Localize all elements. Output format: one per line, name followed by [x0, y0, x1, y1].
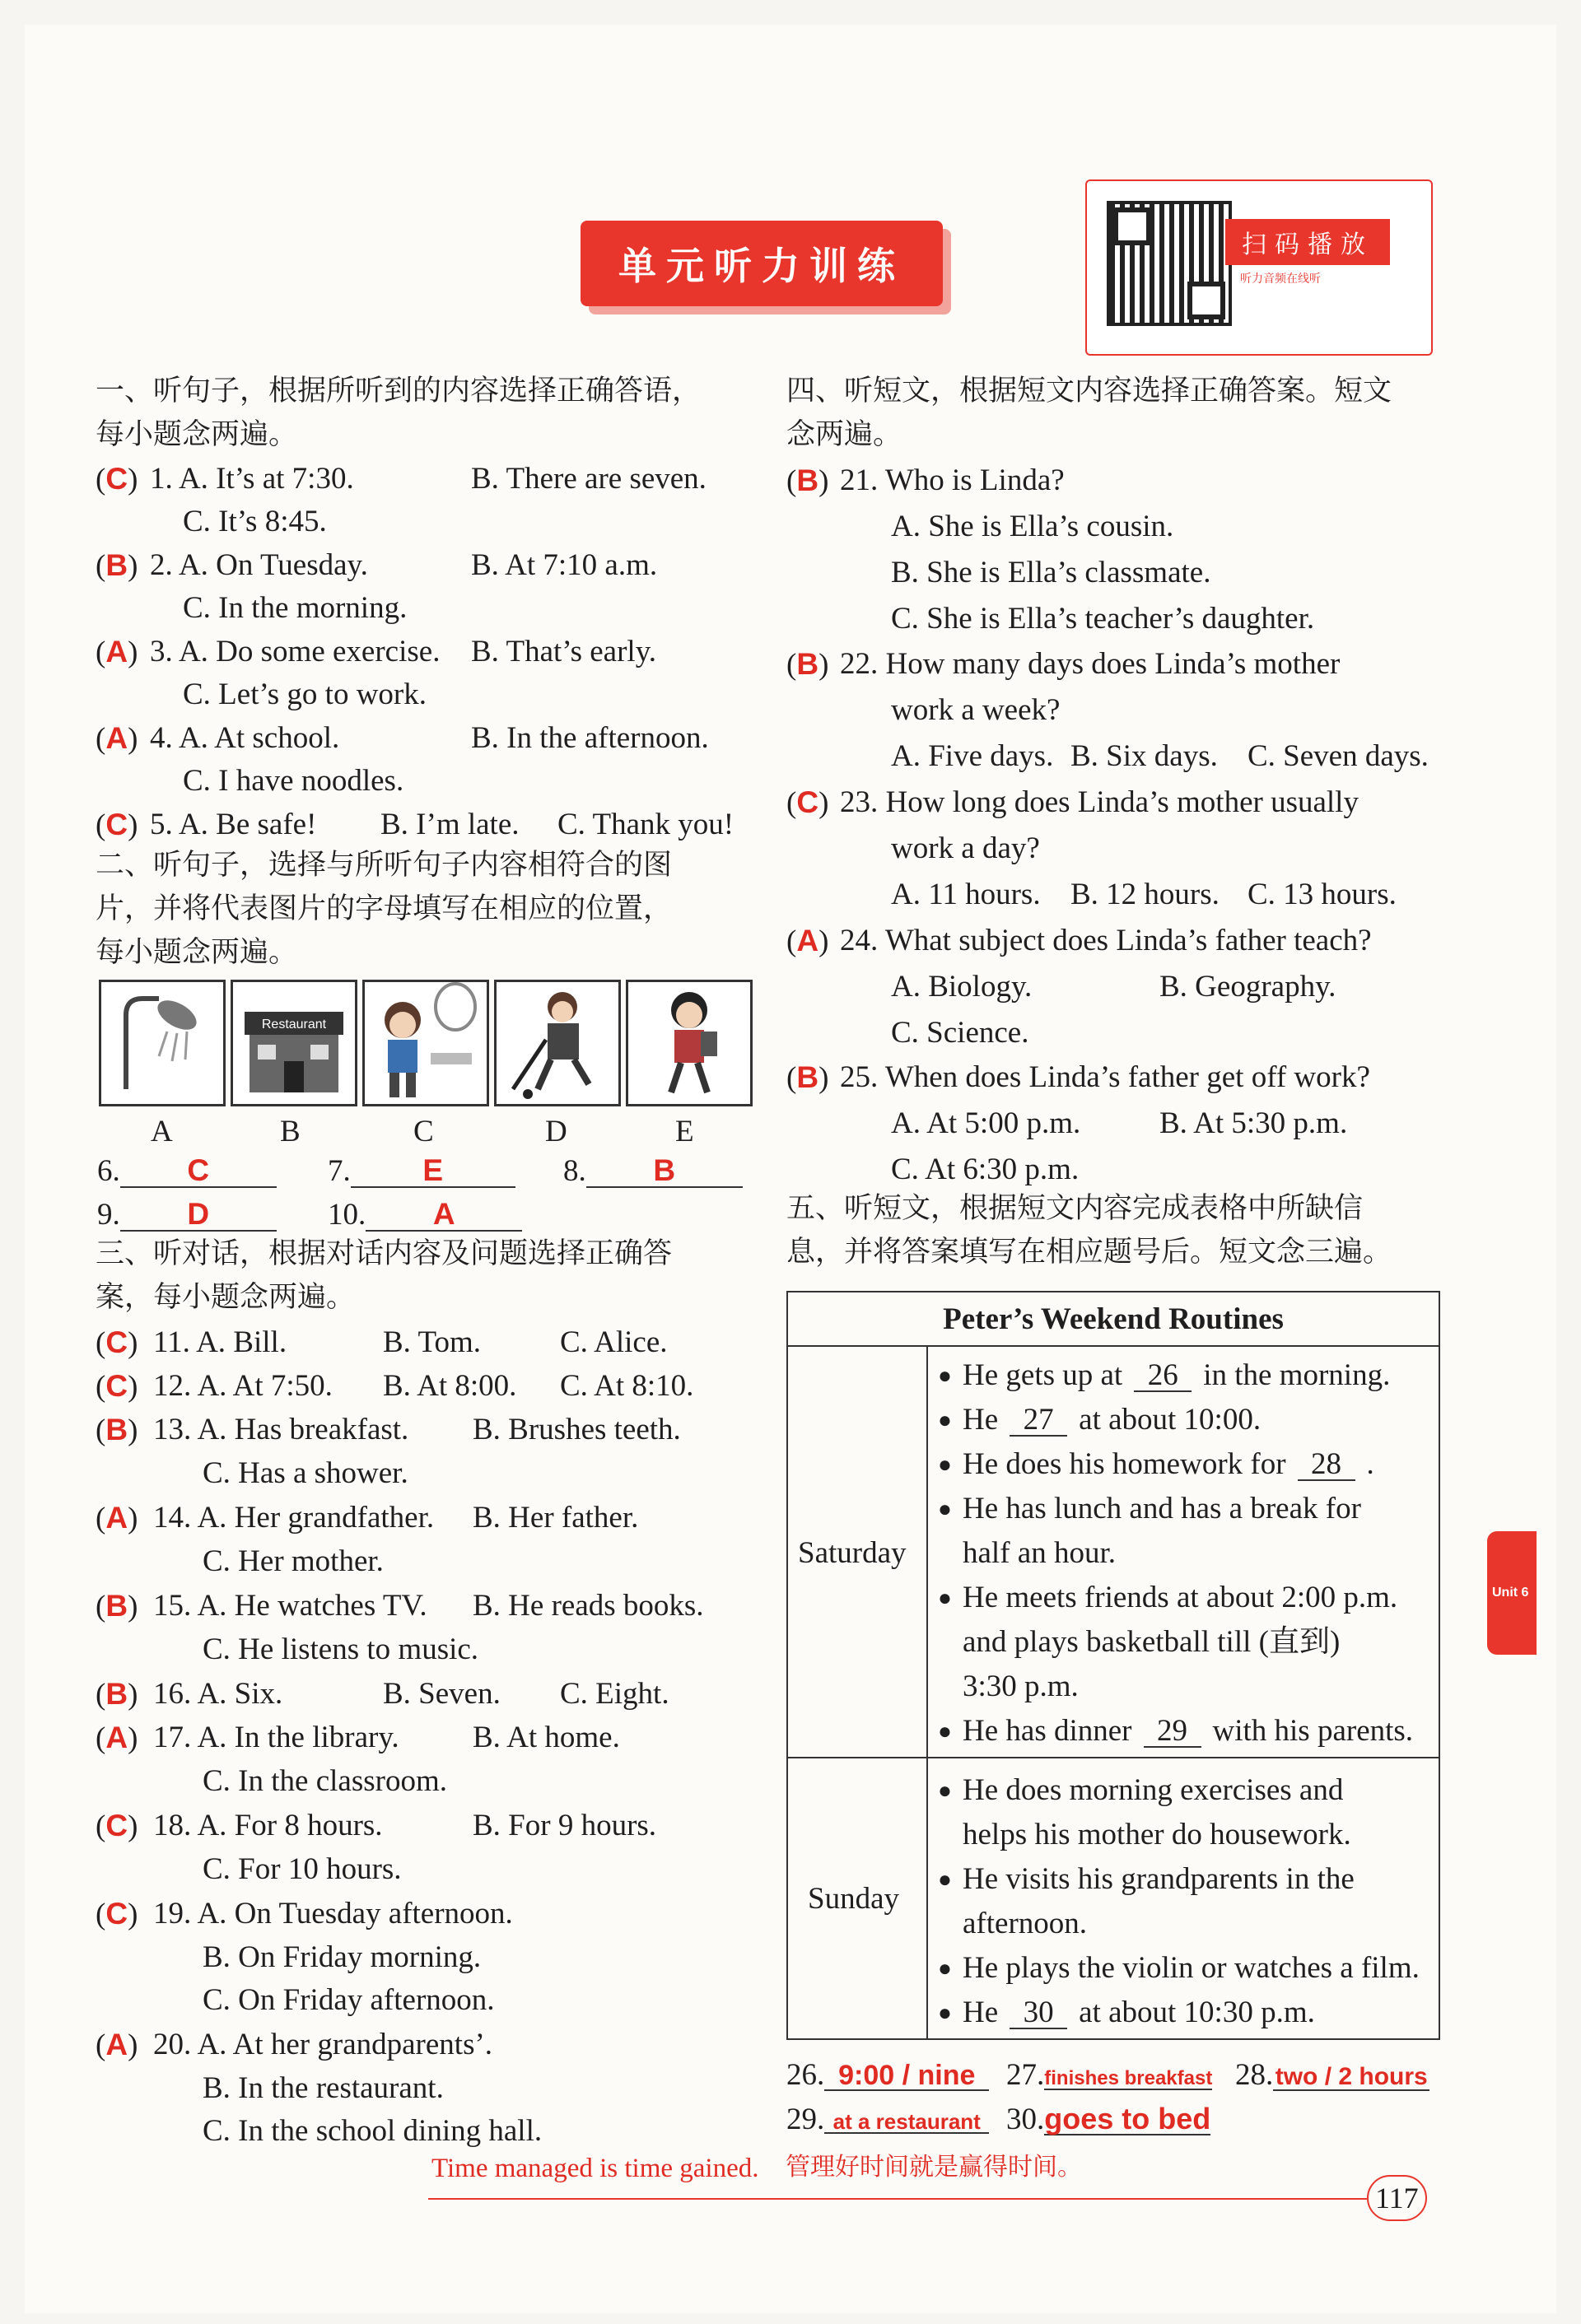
answer-box-3-letter: A — [105, 635, 128, 668]
sat_lines-blank-1[interactable]: 27 — [1010, 1404, 1067, 1437]
answer-box-22-letter: B — [796, 647, 819, 681]
sat_lines-line-4: half an hour. — [963, 1536, 1116, 1570]
q13-line-2: C. Has a shower. — [203, 1456, 408, 1490]
saturday-label: Saturday — [798, 1536, 907, 1570]
q24-option-c: C. Science. — [891, 1016, 1029, 1050]
section4-heading: 四、听短文，根据短文内容选择正确答案。短文 — [786, 375, 1392, 408]
section1-heading: 一、听句子，根据所听到的内容选择正确答语， — [96, 375, 702, 408]
q21-option-a: A. She is Ella’s cousin. — [891, 510, 1174, 543]
answer-box-3[interactable]: (A) — [96, 635, 138, 669]
q21-option-b: B. She is Ella’s classmate. — [891, 556, 1211, 589]
answer-box-14-letter: A — [105, 1501, 128, 1535]
answer-29[interactable]: 29. at a restaurant — [786, 2104, 989, 2135]
sat_lines-line-1 — [963, 1404, 1261, 1437]
q5-option-b: B. I’m late. — [380, 808, 520, 841]
answer-box-5-letter: C — [105, 808, 128, 841]
answer-30[interactable]: 30.goes to bed — [1006, 2102, 1211, 2136]
answer-box-18[interactable]: (C) — [96, 1809, 138, 1843]
answer-box-1[interactable]: (C) — [96, 462, 138, 496]
blank-10[interactable]: 10. A — [328, 1199, 522, 1232]
answer-box-1-letter: C — [105, 462, 128, 496]
q3-option-a: 3. A. Do some exercise. — [150, 635, 441, 668]
q19-line-3: C. On Friday afternoon. — [203, 1983, 495, 2017]
q11-option-c: C. Alice. — [560, 1325, 668, 1359]
section1-heading-2: 每小题念两遍。 — [96, 418, 298, 451]
q13-line-1: 13. A. Has breakfast. — [153, 1413, 409, 1446]
answer-box-19-letter: C — [105, 1897, 128, 1930]
footer-quote-en: Time managed is time gained. — [431, 2154, 759, 2183]
q1-option-b: B. There are seven. — [471, 462, 707, 496]
q16-option-b: B. Seven. — [383, 1677, 501, 1711]
answer-box-12-letter: C — [105, 1369, 128, 1403]
page-number: 117 — [1367, 2175, 1427, 2221]
picture-label-c: C — [413, 1115, 434, 1148]
answer-box-23-letter: C — [796, 785, 819, 819]
answer-box-15-letter: B — [105, 1589, 128, 1623]
answer-box-25[interactable]: (B) — [786, 1060, 829, 1095]
q15-line-1: 15. A. He watches TV. — [153, 1589, 427, 1623]
unit-tab: Unit 6 — [1487, 1531, 1537, 1655]
answer-28[interactable]: 28.two / 2 hours — [1235, 2060, 1429, 2091]
sunday-label: Sunday — [808, 1882, 899, 1916]
answer-box-4-letter: A — [105, 721, 128, 755]
q2-option-c: C. In the morning. — [183, 591, 408, 625]
picture-label-d: D — [545, 1115, 567, 1148]
q22-question-2: work a week? — [891, 693, 1061, 727]
q14-line-1: 14. A. Her grandfather. — [153, 1501, 435, 1535]
answer-box-5[interactable]: (C) — [96, 808, 138, 842]
answer-box-16-letter: B — [105, 1677, 128, 1711]
answer-box-20[interactable]: (A) — [96, 2028, 138, 2062]
qr-code-icon[interactable] — [1107, 201, 1232, 326]
answer-box-2-letter: B — [105, 548, 128, 582]
sun_lines-bullet-0: ● — [938, 1778, 952, 1804]
schoolboy-icon — [626, 980, 753, 1106]
q5-option-c: C. Thank you! — [557, 808, 735, 841]
q25-option-b: B. At 5:30 p.m. — [1159, 1106, 1348, 1140]
q14-option-b: B. Her father. — [473, 1501, 639, 1535]
section2-heading-3: 每小题念两遍。 — [96, 936, 298, 969]
q20-line-2: B. In the restaurant. — [203, 2071, 444, 2105]
section3-heading-2: 案，每小题念两遍。 — [96, 1281, 356, 1314]
answer-box-16[interactable]: (B) — [96, 1677, 138, 1712]
q24-option-b: B. Geography. — [1159, 970, 1336, 1004]
q17-line-1: 17. A. In the library. — [153, 1721, 399, 1754]
q11-line-1: 11. A. Bill. — [153, 1325, 287, 1359]
q25-option-c: C. At 6:30 p.m. — [891, 1153, 1080, 1186]
answer-box-17[interactable]: (A) — [96, 1721, 138, 1755]
q15-line-2: C. He listens to music. — [203, 1632, 479, 1666]
section5-heading-2: 息，并将答案填写在相应题号后。短文念三遍。 — [786, 1236, 1392, 1269]
q3-option-b: B. That’s early. — [471, 635, 657, 668]
answer-box-4[interactable]: (A) — [96, 721, 138, 756]
sat_lines-bullet-1: ● — [938, 1408, 952, 1433]
svg-text:Restaurant: Restaurant — [261, 1018, 327, 1032]
sat_lines-blank-0[interactable]: 26 — [1134, 1360, 1192, 1392]
sun_lines-bullet-4: ● — [938, 1956, 952, 1982]
sat_lines-line-8 — [963, 1716, 1413, 1748]
answer-box-19[interactable]: (C) — [96, 1897, 138, 1931]
sat_lines-line-0 — [963, 1360, 1390, 1392]
q16-line-1: 16. A. Six. — [153, 1677, 283, 1711]
answer-box-21-letter: B — [796, 463, 819, 497]
qr-sub-label: 听力音频在线听 — [1240, 272, 1321, 286]
sat_lines-blank-8[interactable]: 29 — [1144, 1716, 1201, 1748]
sun_lines-line-0: He does morning exercises and — [963, 1773, 1344, 1807]
sat_lines-line-0-pre: He gets up at — [963, 1358, 1123, 1392]
q4-option-c: C. I have noodles. — [183, 764, 404, 798]
q16-option-c: C. Eight. — [560, 1677, 669, 1711]
sat_lines-line-1-post: at about 10:00. — [1079, 1403, 1262, 1437]
q18-option-b: B. For 9 hours. — [473, 1809, 657, 1842]
banner-title: 单元听力训练 — [618, 244, 905, 288]
sat_lines-line-2 — [963, 1449, 1374, 1481]
sat_lines-line-8-pre: He has dinner — [963, 1714, 1132, 1748]
sat_lines-line-2-pre: He does his homework for — [963, 1447, 1286, 1481]
sun_lines-line-5-post: at about 10:30 p.m. — [1079, 1996, 1315, 2029]
answer-box-25-letter: B — [796, 1060, 819, 1094]
answer-box-14[interactable]: (A) — [96, 1501, 138, 1535]
answer-box-24-letter: A — [796, 924, 819, 957]
q20-line-1: 20. A. At her grandparents’. — [153, 2028, 493, 2061]
section2-heading-2: 片，并将代表图片的字母填写在相应的位置， — [96, 892, 673, 925]
qr-code-panel[interactable] — [1085, 179, 1433, 356]
answer-box-11[interactable]: (C) — [96, 1325, 138, 1360]
answer-box-11-letter: C — [105, 1325, 128, 1359]
q1-option-c: C. It’s 8:45. — [183, 505, 327, 538]
sat_lines-blank-2[interactable]: 28 — [1298, 1449, 1355, 1481]
blank-6[interactable]: 6. C — [97, 1155, 277, 1188]
picture-label-a: A — [151, 1115, 173, 1148]
sat_lines-line-6: and plays basketball till (直到) — [963, 1625, 1341, 1659]
q4-option-b: B. In the afternoon. — [471, 721, 709, 755]
sat_lines-line-8-post: with his parents. — [1212, 1714, 1414, 1748]
sun_lines-bullet-5: ● — [938, 2000, 952, 2026]
section3-heading: 三、听对话，根据对话内容及问题选择正确答 — [96, 1237, 673, 1270]
q19-line-2: B. On Friday morning. — [203, 1940, 482, 1974]
q2-option-a: 2. A. On Tuesday. — [150, 548, 368, 582]
sat_lines-line-2-post: . — [1366, 1447, 1374, 1481]
footer-divider — [428, 2198, 1367, 2200]
answer-box-13-letter: B — [105, 1413, 128, 1446]
restaurant-icon — [231, 980, 357, 1106]
sat_lines-line-1-pre: He — [963, 1403, 999, 1437]
brushing-teeth-icon — [362, 980, 489, 1106]
q21-question: 21. Who is Linda? — [840, 463, 1065, 497]
section4-heading-2: 念两遍。 — [786, 418, 902, 451]
blank-9[interactable]: 9. D — [97, 1199, 277, 1232]
q4-option-a: 4. A. At school. — [150, 721, 340, 755]
q15-option-b: B. He reads books. — [473, 1589, 704, 1623]
answer-box-20-letter: A — [105, 2028, 128, 2061]
answer-box-12[interactable]: (C) — [96, 1369, 138, 1404]
q24-question: 24. What subject does Linda’s father teach? — [840, 924, 1372, 957]
q3-option-c: C. Let’s go to work. — [183, 678, 427, 711]
q22-option-c: C. Seven days. — [1248, 739, 1429, 773]
sun_lines-line-5-pre: He — [963, 1996, 999, 2029]
q2-option-b: B. At 7:10 a.m. — [471, 548, 658, 582]
picture-label-b: B — [280, 1115, 301, 1148]
shower-icon — [99, 980, 226, 1106]
blank-8[interactable]: 8. B — [563, 1155, 743, 1188]
answer-box-13[interactable]: (B) — [96, 1413, 138, 1447]
sun_lines-blank-5[interactable]: 30 — [1010, 1997, 1067, 2029]
answer-box-23[interactable]: (C) — [786, 785, 829, 820]
q22-question: 22. How many days does Linda’s mother — [840, 647, 1341, 681]
q25-question: 25. When does Linda’s father get off work? — [840, 1060, 1370, 1094]
sat_lines-bullet-0: ● — [938, 1363, 952, 1389]
q12-option-c: C. At 8:10. — [560, 1369, 694, 1403]
q25-option-a: A. At 5:00 p.m. — [891, 1106, 1081, 1140]
sun_lines-line-3: afternoon. — [963, 1907, 1088, 1940]
sun_lines-line-5 — [963, 1997, 1315, 2029]
sat_lines-line-5: He meets friends at about 2:00 p.m. — [963, 1581, 1398, 1614]
sun_lines-bullet-2: ● — [938, 1867, 952, 1893]
q18-line-2: C. For 10 hours. — [203, 1852, 402, 1886]
q13-option-b: B. Brushes teeth. — [473, 1413, 681, 1446]
footer-quote-cn: 管理好时间就是赢得时间。 — [786, 2153, 1082, 2182]
answer-box-24[interactable]: (A) — [786, 924, 829, 958]
section-banner — [581, 221, 943, 306]
q17-line-2: C. In the classroom. — [203, 1764, 447, 1798]
q22-option-b: B. Six days. — [1070, 739, 1218, 773]
q24-option-a: A. Biology. — [891, 970, 1033, 1004]
q12-line-1: 12. A. At 7:50. — [153, 1369, 333, 1403]
table-title: Peter’s Weekend Routines — [943, 1302, 1284, 1336]
sun_lines-line-4: He plays the violin or watches a film. — [963, 1951, 1420, 1985]
q14-line-2: C. Her mother. — [203, 1544, 384, 1578]
sat_lines-bullet-5: ● — [938, 1586, 952, 1611]
scan-to-play-label[interactable]: 扫码播放 — [1225, 219, 1390, 265]
sat_lines-line-7: 3:30 p.m. — [963, 1670, 1079, 1703]
sat_lines-bullet-8: ● — [938, 1719, 952, 1744]
blank-7[interactable]: 7. E — [328, 1155, 515, 1188]
answer-27[interactable]: 27.finishes breakfast — [1006, 2058, 1213, 2092]
q22-option-a: A. Five days. — [891, 739, 1054, 773]
q17-option-b: B. At home. — [473, 1721, 620, 1754]
q23-question-2: work a day? — [891, 831, 1040, 865]
answer-box-15[interactable]: (B) — [96, 1589, 138, 1623]
q18-line-1: 18. A. For 8 hours. — [153, 1809, 383, 1842]
q23-option-c: C. 13 hours. — [1248, 878, 1397, 911]
q20-line-3: C. In the school dining hall. — [203, 2114, 543, 2148]
sat_lines-bullet-2: ● — [938, 1452, 952, 1478]
q21-option-c: C. She is Ella’s teacher’s daughter. — [891, 602, 1315, 636]
answer-box-17-letter: A — [105, 1721, 128, 1754]
answer-box-18-letter: C — [105, 1809, 128, 1842]
q23-option-b: B. 12 hours. — [1070, 878, 1220, 911]
answer-box-22[interactable]: (B) — [786, 647, 829, 682]
answer-26[interactable]: 26. 9:00 / nine — [786, 2060, 989, 2091]
hockey-icon — [494, 980, 621, 1106]
q5-option-a: 5. A. Be safe! — [150, 808, 317, 841]
q23-option-a: A. 11 hours. — [891, 878, 1041, 911]
picture-label-e: E — [675, 1115, 694, 1148]
sat_lines-line-3: He has lunch and has a break for — [963, 1492, 1361, 1525]
q1-option-a: 1. A. It’s at 7:30. — [150, 462, 354, 496]
routine-table — [786, 1291, 1440, 2040]
q11-option-b: B. Tom. — [383, 1325, 482, 1359]
q23-question: 23. How long does Linda’s mother usually — [840, 785, 1359, 819]
q12-option-b: B. At 8:00. — [383, 1369, 517, 1403]
sat_lines-bullet-3: ● — [938, 1497, 952, 1522]
answer-box-21[interactable]: (B) — [786, 463, 829, 498]
sat_lines-line-0-post: in the morning. — [1203, 1358, 1391, 1392]
section2-heading: 二、听句子，选择与所听句子内容相符合的图 — [96, 849, 673, 882]
sun_lines-line-1: helps his mother do housework. — [963, 1818, 1351, 1851]
q19-line-1: 19. A. On Tuesday afternoon. — [153, 1897, 513, 1930]
sun_lines-line-2: He visits his grandparents in the — [963, 1862, 1355, 1896]
section5-heading: 五、听短文，根据短文内容完成表格中所缺信 — [786, 1192, 1364, 1225]
answer-box-2[interactable]: (B) — [96, 548, 138, 583]
